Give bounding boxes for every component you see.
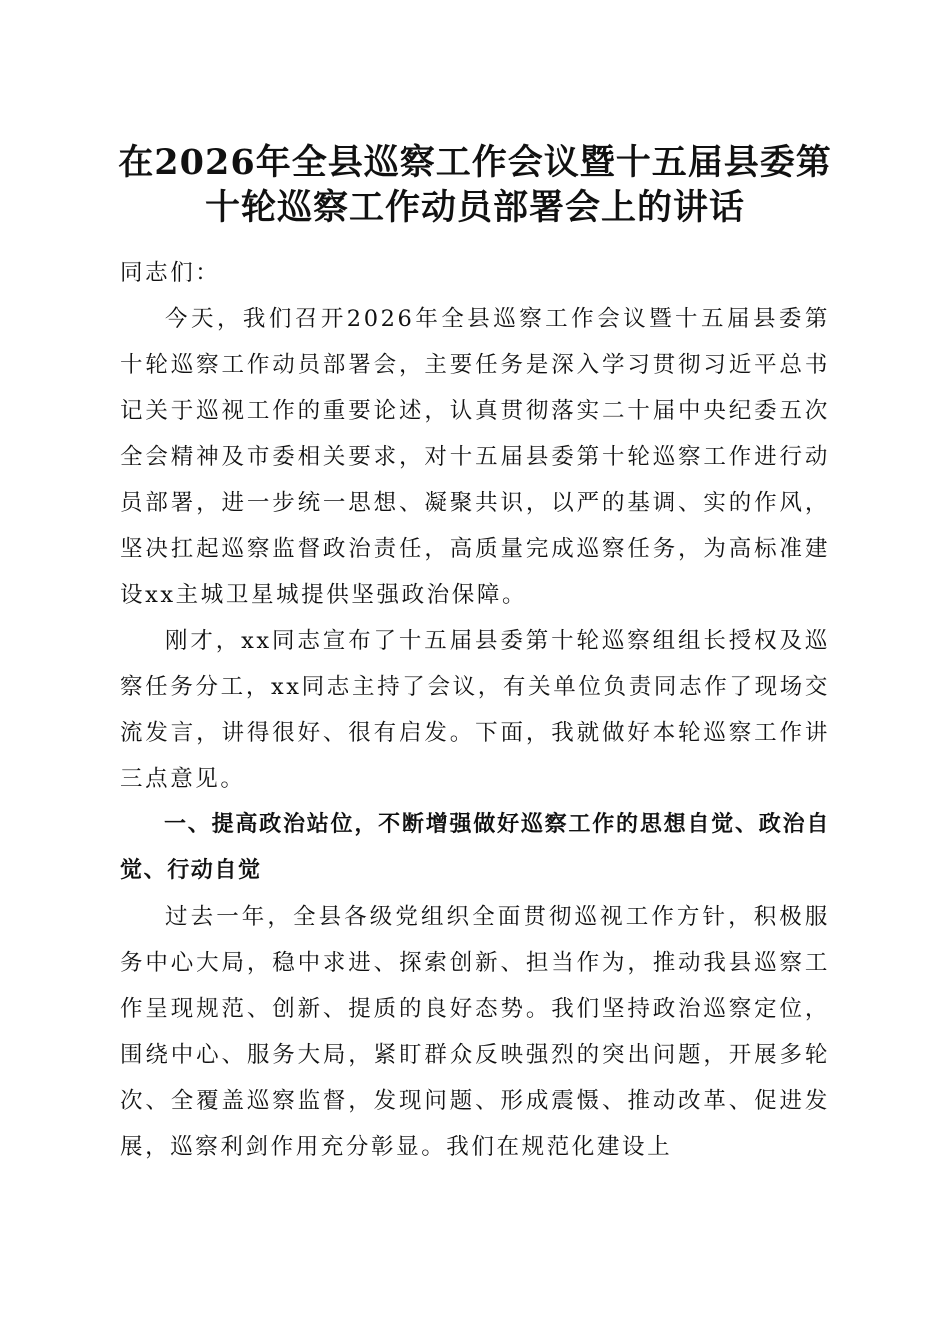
title-line-2: 十轮巡察工作动员部署会上的讲话 xyxy=(204,187,745,228)
salutation: 同志们： xyxy=(120,260,221,286)
document-title xyxy=(110,140,840,230)
title-line-1: 在2026年全县巡察工作会议暨十五届县委第 xyxy=(118,142,832,183)
paragraph-1: 今天，我们召开2026年全县巡察工作会议暨十五届县委第十轮巡察工作动员部署会，主要任务是深入学习贯彻习近平总书记关于巡视工作的重要论述，认真贯彻落实二十届中央纪委五次全会精神及市委相关要求，对十五届县委第十轮巡察工作进行动员部署，进一步统一思想、凝聚共识，以严的基调、实的作风，坚决扛起巡察监督政治责任，高质量完成巡察任务，为高标准建设xx主城卫星城提供坚强政治保障。 xyxy=(120,306,830,608)
paragraph-2: 刚才，xx同志宣布了十五届县委第十轮巡察组组长授权及巡察任务分工，xx同志主持了会议，有关单位负责同志作了现场交流发言，讲得很好、很有启发。下面，我就做好本轮巡察工作讲三点意见。 xyxy=(120,628,830,792)
document-body xyxy=(120,250,830,1170)
paragraph-3: 过去一年，全县各级党组织全面贯彻巡视工作方针，积极服务中心大局，稳中求进、探索创新、担当作为，推动我县巡察工作呈现规范、创新、提质的良好态势。我们坚持政治巡察定位，围绕中心、服务大局，紧盯群众反映强烈的突出问题，开展多轮次、全覆盖巡察监督，发现问题、形成震慑、推动改革、促进发展，巡察利剑作用充分彰显。我们在规范化建设上 xyxy=(120,904,830,1160)
section-heading-1: 一、提高政治站位，不断增强做好巡察工作的思想自觉、政治自觉、行动自觉 xyxy=(120,812,830,883)
